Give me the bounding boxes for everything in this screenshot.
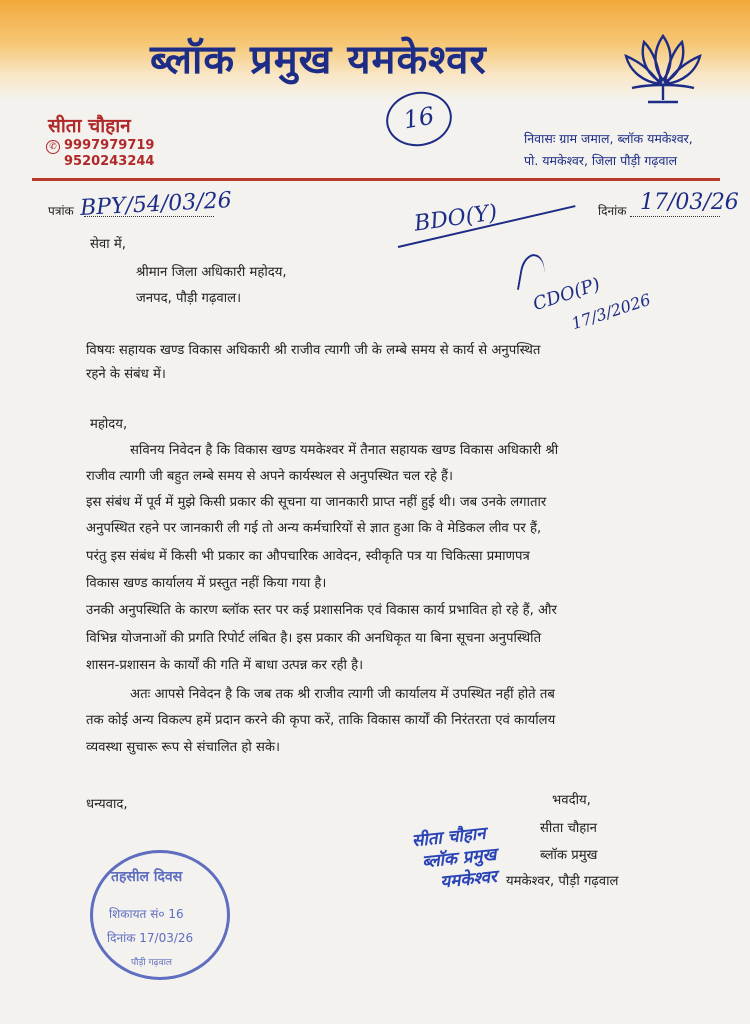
closing-designation: ब्लॉक प्रमुख: [540, 848, 598, 863]
patrank-label: पत्रांक: [48, 204, 74, 218]
body-line: सविनय निवेदन है कि विकास खण्ड यमकेश्वर में तैनात सहायक खण्ड विकास अधिकारी श्री: [130, 443, 559, 458]
cdo-annotation: CDO(P): [530, 273, 603, 316]
body-line: राजीव त्यागी जी बहुत लम्बे समय से अपने कार्यस्थल से अनुपस्थित चल रहे हैं।: [86, 469, 453, 484]
closing-name: सीता चौहान: [540, 821, 597, 836]
body-line: अनुपस्थित रहने पर जानकारी ली गई तो अन्य कर्मचारियों से ज्ञात हुआ कि वे मेडिकल लीव पर हैं,: [86, 521, 542, 536]
stamp-complaint-number: शिकायत सं० 16: [109, 907, 184, 921]
stamp-sign-line-3: यमकेश्वर: [439, 866, 498, 893]
sender-address: [524, 128, 693, 172]
dinank-dotted-line: [630, 216, 720, 217]
tehsil-diwas-stamp: [90, 850, 230, 980]
stamp-bottom-text: पौड़ी गढ़वाल: [131, 958, 173, 968]
body-line: व्यवस्था सुचारू रूप से संचालित हो सके।: [86, 740, 280, 755]
body-line: शासन-प्रशासन के कार्यों की गति में बाधा उत्पन्न कर रही है।: [86, 658, 364, 673]
phone-icon: ✆: [46, 140, 60, 154]
thanks: धन्यवाद,: [86, 797, 128, 812]
initial-mark: [517, 252, 547, 294]
phone-number-2: 9520243244: [64, 154, 155, 169]
stamp-title: तहसील दिवस: [111, 869, 183, 885]
closing-place: यमकेश्वर, पौड़ी गढ़वाल: [506, 874, 619, 889]
handwritten-number: 16: [382, 87, 456, 152]
bdo-annotation: BDO(Y): [412, 200, 499, 237]
body-line: तक कोई अन्य विकल्प हमें प्रदान करने की कृपा करें, ताकि विकास कार्यों की निरंतरता एवं कार्यालय: [86, 713, 556, 728]
stamp-sign-line-2: ब्लॉक प्रमुख: [421, 844, 498, 873]
sender-phones: [64, 138, 154, 170]
salutation: महोदय,: [90, 417, 128, 432]
letterhead-title: ब्लॉक प्रमुख यमकेश्वर: [150, 37, 487, 83]
body-line: इस संबंध में पूर्व में मुझे किसी प्रकार की सूचना या जानकारी प्राप्त नहीं हुई थी। जब उनके लगातार: [86, 495, 547, 510]
body-line: विभिन्न योजनाओं की प्रगति रिपोर्ट लंबित है। इस प्रकार की अनधिकृत या बिना सूचना अनुपस्थिति: [86, 631, 542, 646]
sender-name: सीता चौहान: [48, 115, 131, 137]
cdo-date-annotation: 17/3/2026: [569, 289, 653, 334]
body-line: अतः आपसे निवेदन है कि जब तक श्री राजीव त्यागी जी कार्यालय में उपस्थित नहीं होते तब: [130, 687, 555, 702]
dinank-value: 17/03/26: [640, 190, 739, 215]
stamp-date: दिनांक 17/03/26: [107, 931, 194, 945]
header-divider: [32, 178, 720, 181]
body-line: उनकी अनुपस्थिति के कारण ब्लॉक स्तर पर कई प्रशासनिक एवं विकास कार्य प्रभावित हो रहे हैं, और: [86, 603, 557, 618]
seva-me: सेवा में,: [90, 237, 126, 252]
letterhead-banner: [0, 0, 750, 100]
subject-line-1: विषयः सहायक खण्ड विकास अधिकारी श्री राजीव त्यागी जी के लम्बे समय से कार्य से अनुपस्थित: [86, 343, 541, 358]
patrank-value: BPY/54/03/26: [79, 188, 233, 221]
recipient-line-2: जनपद, पौड़ी गढ़वाल।: [136, 291, 242, 306]
body-line: विकास खण्ड कार्यालय में प्रस्तुत नहीं किया गया है।: [86, 576, 327, 591]
subject-line-2: रहने के संबंध में।: [86, 367, 166, 382]
recipient-line-1: श्रीमान जिला अधिकारी महोदय,: [136, 265, 287, 280]
dinank-label: दिनांक: [598, 204, 627, 218]
address-line-2: पो. यमकेश्वर, जिला पौड़ी गढ़वाल: [524, 153, 678, 168]
phone-number-1: 9997979719: [64, 138, 155, 153]
lotus-icon: [618, 28, 708, 110]
bhavdiy: भवदीय,: [552, 793, 591, 808]
body-line: परंतु इस संबंध में किसी भी प्रकार का औपचारिक आवेदन, स्वीकृति पत्र या चिकित्सा प्रमाणपत्र: [86, 549, 530, 564]
address-line-1: निवासः ग्राम जमाल, ब्लॉक यमकेश्वर,: [524, 131, 693, 146]
signature-stamp: [411, 822, 500, 896]
stamp-sign-line-1: सीता चौहान: [410, 823, 487, 852]
